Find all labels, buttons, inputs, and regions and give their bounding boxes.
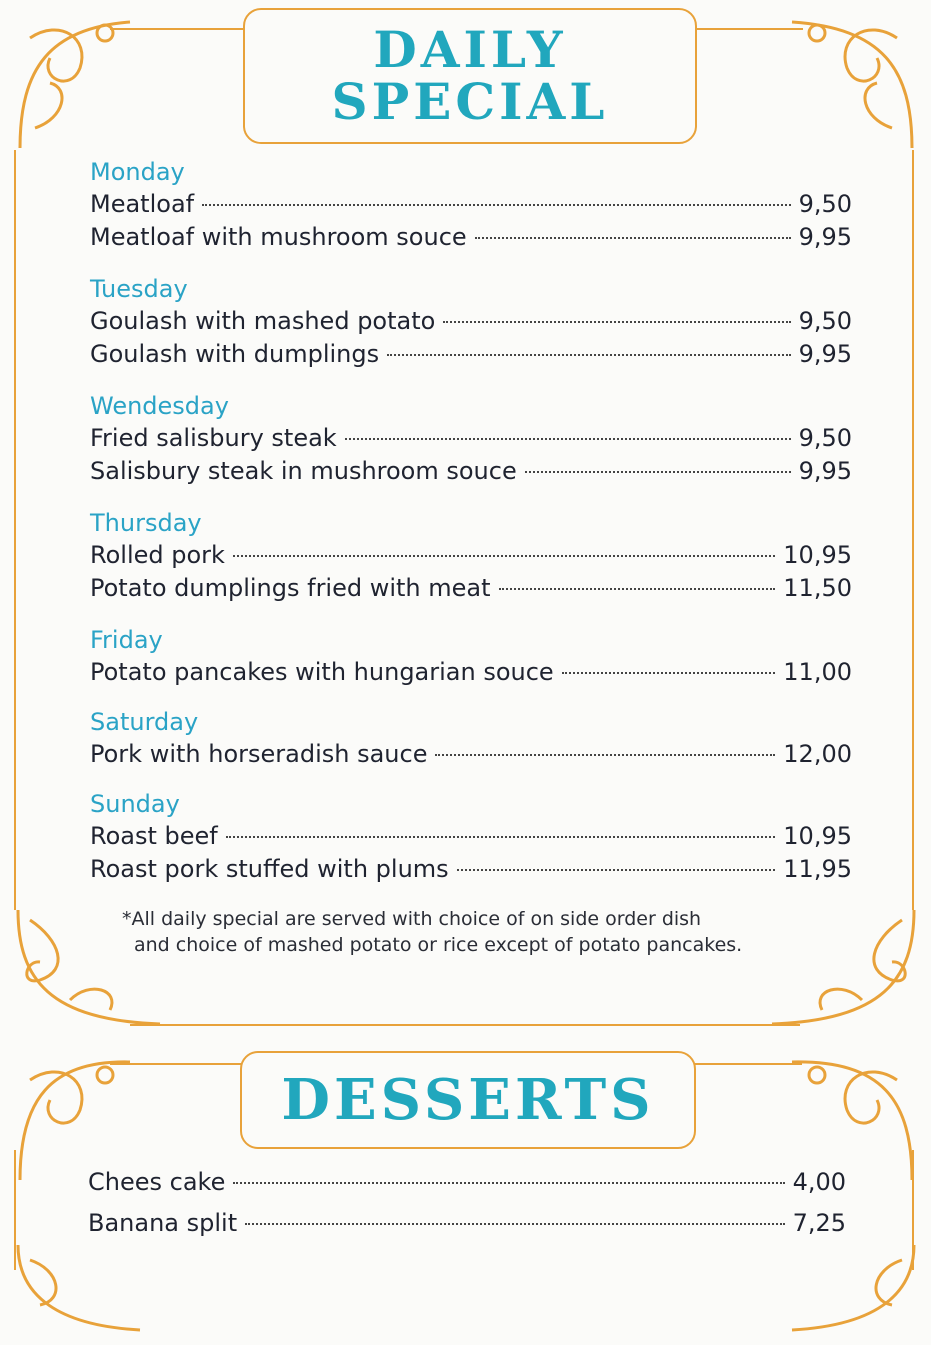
item-name: Rolled pork xyxy=(90,541,225,569)
day-section-thursday xyxy=(90,507,852,605)
item-name: Roast pork stuffed with plums xyxy=(90,855,449,883)
daily-special-title xyxy=(243,8,697,144)
frame-left-line xyxy=(14,150,16,910)
leader-dots xyxy=(226,836,776,838)
leader-dots xyxy=(245,1223,784,1225)
day-section-tuesday xyxy=(90,273,852,371)
item-price: 9,95 xyxy=(798,457,852,485)
leader-dots xyxy=(345,438,791,440)
daily-title-line2: SPECIAL xyxy=(331,72,609,131)
day-heading: Friday xyxy=(90,626,163,654)
ornament-bottom-right-icon xyxy=(782,1240,922,1340)
item-name: Fried salisbury steak xyxy=(90,424,337,452)
item-price: 10,95 xyxy=(783,822,852,850)
item-price: 9,50 xyxy=(798,424,852,452)
day-heading: Tuesday xyxy=(90,275,188,303)
leader-dots xyxy=(435,754,775,756)
item-price: 10,95 xyxy=(783,541,852,569)
day-section-saturday xyxy=(90,706,852,771)
item-name: Chees cake xyxy=(88,1168,226,1196)
item-name: Pork with horseradish sauce xyxy=(90,740,428,768)
frame-middle-line xyxy=(130,1024,800,1026)
footnote-line-1: *All daily special are served with choice of on side order dish xyxy=(122,908,702,930)
leader-dots xyxy=(233,555,775,557)
item-name: Meatloaf with mushroom souce xyxy=(90,223,467,251)
item-name: Banana split xyxy=(88,1209,238,1237)
menu-item xyxy=(90,338,852,371)
menu-item xyxy=(90,305,852,338)
ornament-top-left-icon xyxy=(10,8,150,158)
footnote-line-2: and choice of mashed potato or rice except of potato pancakes. xyxy=(134,934,743,956)
item-price: 11,95 xyxy=(783,855,852,883)
day-section-sunday xyxy=(90,788,852,886)
frame-right-line xyxy=(912,150,914,910)
menu-item xyxy=(88,1203,846,1244)
menu-item xyxy=(90,422,852,455)
leader-dots xyxy=(443,321,790,323)
item-price: 7,25 xyxy=(792,1209,846,1237)
menu-item xyxy=(90,539,852,572)
day-heading: Saturday xyxy=(90,708,199,736)
item-name: Goulash with dumplings xyxy=(90,340,380,368)
menu-item xyxy=(90,188,852,221)
item-name: Roast beef xyxy=(90,822,218,850)
item-price: 9,50 xyxy=(798,307,852,335)
item-name: Goulash with mashed potato xyxy=(90,307,436,335)
footnote xyxy=(122,906,822,958)
menu-item xyxy=(90,820,852,853)
item-name: Meatloaf xyxy=(90,190,195,218)
leader-dots xyxy=(562,672,776,674)
ornament-bottom-left-icon xyxy=(10,1240,150,1340)
item-price: 4,00 xyxy=(792,1168,846,1196)
item-price: 11,00 xyxy=(783,658,852,686)
menu-item xyxy=(90,656,852,689)
item-price: 12,00 xyxy=(783,740,852,768)
menu-item xyxy=(88,1162,846,1203)
day-heading: Sunday xyxy=(90,790,180,818)
leader-dots xyxy=(387,354,790,356)
day-section-friday xyxy=(90,624,852,689)
leader-dots xyxy=(475,237,791,239)
menu-item xyxy=(90,455,852,488)
menu-item xyxy=(90,853,852,886)
item-price: 9,95 xyxy=(798,340,852,368)
daily-title-line1: DAILY xyxy=(373,20,567,79)
desserts-section xyxy=(88,1162,846,1244)
item-price: 9,95 xyxy=(798,223,852,251)
menu-item xyxy=(90,221,852,254)
day-heading: Monday xyxy=(90,158,185,186)
leader-dots xyxy=(202,204,790,206)
desserts-title: DESSERTS xyxy=(240,1051,696,1149)
leader-dots xyxy=(457,869,776,871)
ornament-top-right-icon xyxy=(772,8,922,158)
item-price: 11,50 xyxy=(783,574,852,602)
leader-dots xyxy=(499,588,776,590)
day-section-monday xyxy=(90,156,852,254)
item-name: Potato pancakes with hungarian souce xyxy=(90,658,554,686)
item-price: 9,50 xyxy=(798,190,852,218)
leader-dots xyxy=(525,471,791,473)
day-heading: Wendesday xyxy=(90,392,229,420)
leader-dots xyxy=(233,1182,784,1184)
item-name: Potato dumplings fried with meat xyxy=(90,574,491,602)
day-heading: Thursday xyxy=(90,509,202,537)
day-section-wednesday xyxy=(90,390,852,488)
item-name: Salisbury steak in mushroom souce xyxy=(90,457,517,485)
menu-item xyxy=(90,738,852,771)
menu-item xyxy=(90,572,852,605)
